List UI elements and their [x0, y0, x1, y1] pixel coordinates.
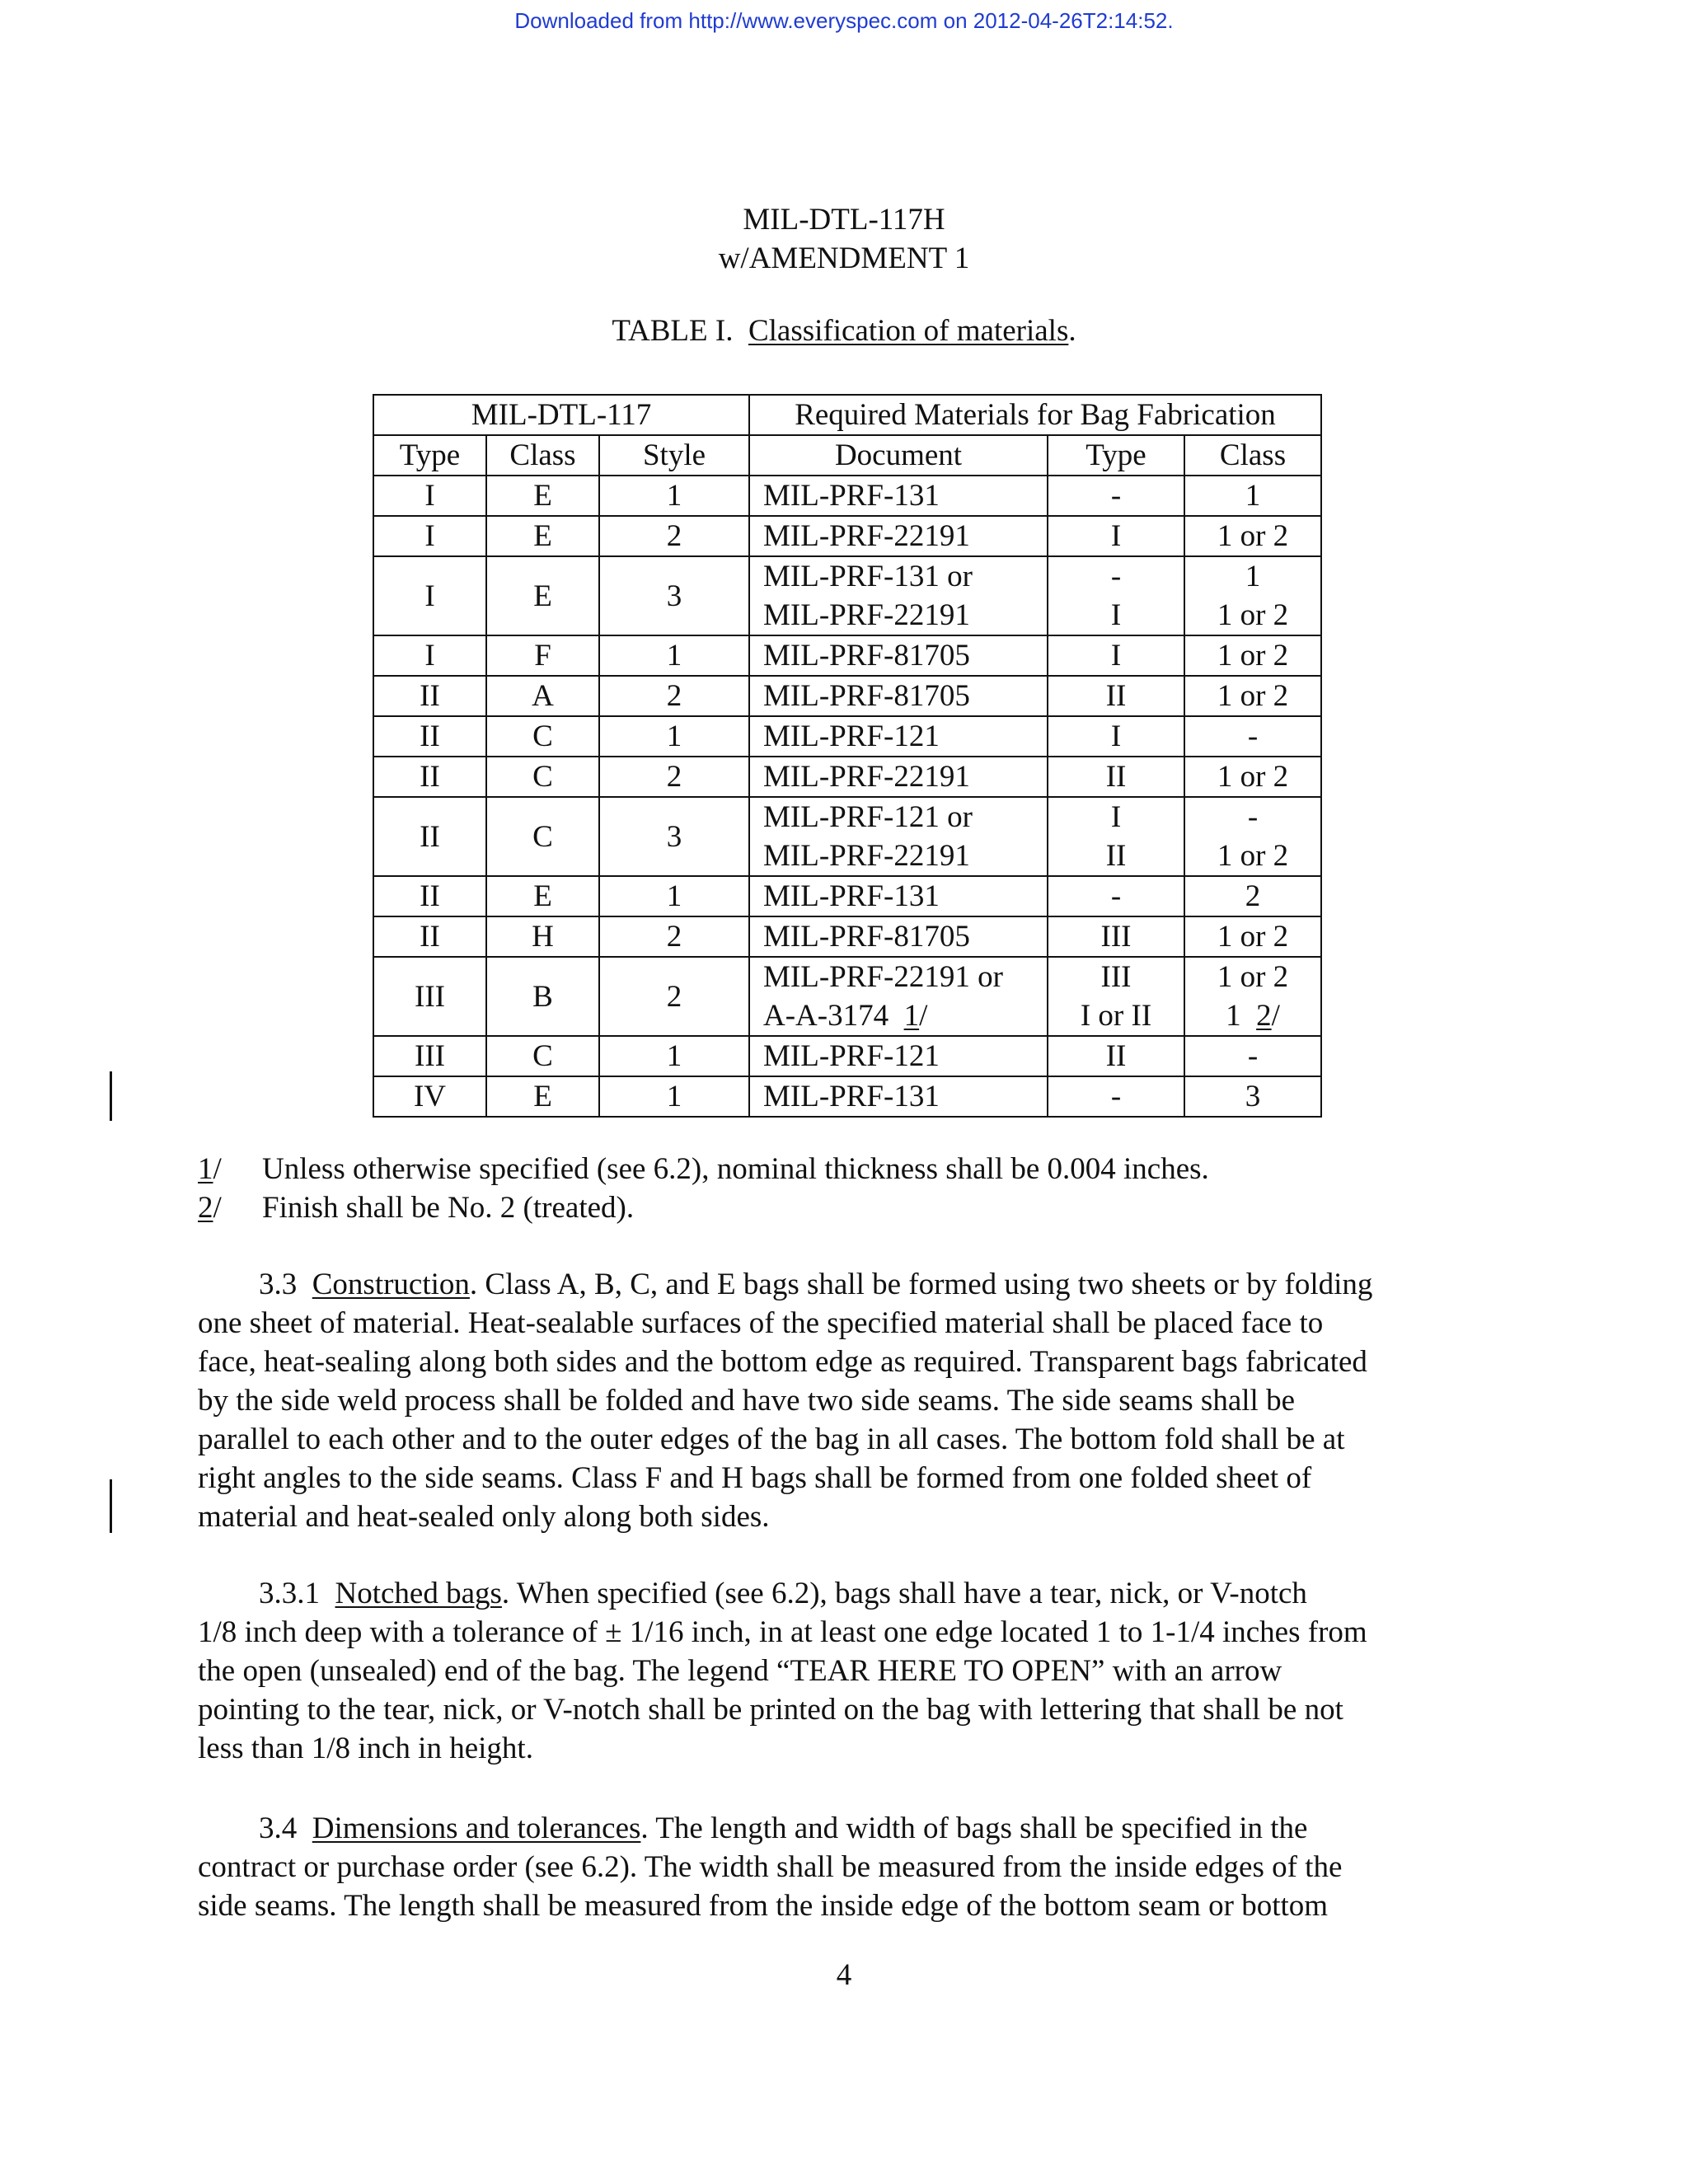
cell-line: MIL-PRF-81705	[763, 639, 970, 673]
cell-line: II	[1105, 839, 1127, 873]
cell-line: MIL-PRF-22191	[763, 760, 970, 794]
cell-line: MIL-PRF-131	[763, 479, 940, 513]
cell-document	[749, 716, 1048, 757]
cell-type: III	[373, 1036, 486, 1076]
table-row	[373, 757, 1321, 797]
cell-style: 1	[599, 1076, 749, 1117]
cell-line: MIL-PRF-131	[763, 879, 940, 913]
footnote-reference: 1/	[903, 999, 928, 1033]
section-heading: Notched bags	[335, 1577, 502, 1610]
table-row	[373, 957, 1321, 1036]
table-group-header-row	[373, 395, 1321, 435]
cell-class: E	[486, 1076, 599, 1117]
group-header-required-materials: Required Materials for Bag Fabrication	[749, 395, 1321, 435]
cell-document	[749, 1076, 1048, 1117]
table-row	[373, 476, 1321, 516]
cell-material-type	[1048, 676, 1184, 716]
cell-material-type	[1048, 916, 1184, 957]
cell-class: E	[486, 556, 599, 635]
cell-line: -	[1110, 1080, 1122, 1113]
cell-material-class	[1184, 635, 1321, 676]
cell-line: MIL-PRF-22191 or	[763, 960, 1003, 994]
paragraph-line: parallel to each other and to the outer edges of the bag in all cases. The bottom fold shall be at	[198, 1422, 1345, 1456]
cell-document	[749, 476, 1048, 516]
cell-line: 1 or 2	[1217, 519, 1289, 553]
cell-style: 3	[599, 556, 749, 635]
cell-document	[749, 876, 1048, 916]
section-number: 3.4	[259, 1811, 298, 1845]
table-row	[373, 716, 1321, 757]
cell-line: I	[1110, 639, 1122, 673]
cell-line: I	[1110, 800, 1122, 834]
cell-type: I	[373, 635, 486, 676]
cell-class: E	[486, 516, 599, 556]
cell-class: B	[486, 957, 599, 1036]
cell-type: II	[373, 916, 486, 957]
cell-class: E	[486, 876, 599, 916]
cell-line: I	[1110, 519, 1122, 553]
cell-line: -	[1247, 719, 1259, 753]
cell-style: 2	[599, 916, 749, 957]
paragraph-line: one sheet of material. Heat-sealable surfaces of the specified material shall be placed face to	[198, 1306, 1324, 1340]
cell-line: A-A-3174 1/	[763, 999, 928, 1033]
cell-type: II	[373, 716, 486, 757]
cell-document	[749, 916, 1048, 957]
cell-line: -	[1110, 560, 1122, 593]
table-footnotes	[198, 1150, 1209, 1227]
cell-class: C	[486, 1036, 599, 1076]
table-title-period: .	[1068, 314, 1076, 348]
cell-line: -	[1247, 1039, 1259, 1073]
section-number: 3.3	[259, 1268, 298, 1301]
cell-type: II	[373, 876, 486, 916]
cell-document	[749, 957, 1048, 1036]
cell-material-type	[1048, 516, 1184, 556]
cell-line: MIL-PRF-131	[763, 1080, 940, 1113]
cell-line: 1 or 2	[1217, 960, 1289, 994]
column-header-style: Style	[599, 435, 749, 476]
section-heading: Dimensions and tolerances	[312, 1811, 641, 1845]
cell-style: 1	[599, 716, 749, 757]
section-3-3-1-notched-bags	[198, 1574, 1500, 1768]
paragraph-line: the open (unsealed) end of the bag. The legend “TEAR HERE TO OPEN” with an arrow	[198, 1654, 1282, 1688]
cell-material-class	[1184, 957, 1321, 1036]
cell-document	[749, 1036, 1048, 1076]
cell-material-class	[1184, 716, 1321, 757]
cell-material-class	[1184, 916, 1321, 957]
section-number: 3.3.1	[259, 1577, 320, 1610]
cell-material-class	[1184, 757, 1321, 797]
cell-material-type	[1048, 476, 1184, 516]
cell-class: E	[486, 476, 599, 516]
cell-style: 1	[599, 876, 749, 916]
cell-line: II	[1105, 760, 1127, 794]
paragraph-line: by the side weld process shall be folded and have two side seams. The side seams shall be	[198, 1384, 1295, 1418]
cell-material-type	[1048, 556, 1184, 635]
download-source-banner: Downloaded from http://www.everyspec.com on 2012-04-26T2:14:52.	[514, 8, 1174, 33]
amendment-label: w/AMENDMENT 1	[718, 241, 970, 275]
cell-document	[749, 635, 1048, 676]
paragraph-line: material and heat-sealed only along both sides.	[198, 1500, 770, 1534]
cell-style: 3	[599, 797, 749, 876]
cell-document	[749, 797, 1048, 876]
cell-type: III	[373, 957, 486, 1036]
cell-style: 1	[599, 476, 749, 516]
cell-style: 2	[599, 516, 749, 556]
column-header-material-class: Class	[1184, 435, 1321, 476]
cell-line: 1	[1245, 479, 1261, 513]
column-header-class: Class	[486, 435, 599, 476]
cell-material-class	[1184, 556, 1321, 635]
paragraph-line: contract or purchase order (see 6.2). The width shall be measured from the inside edges of the	[198, 1850, 1343, 1884]
table-row	[373, 1036, 1321, 1076]
cell-line: 1	[1245, 560, 1261, 593]
cell-line: II	[1105, 679, 1127, 713]
cell-material-type	[1048, 876, 1184, 916]
cell-material-type	[1048, 797, 1184, 876]
cell-style: 1	[599, 1036, 749, 1076]
cell-style: 2	[599, 957, 749, 1036]
cell-material-class	[1184, 476, 1321, 516]
cell-class: F	[486, 635, 599, 676]
cell-type: I	[373, 516, 486, 556]
group-header-spec: MIL-DTL-117	[373, 395, 749, 435]
cell-line: -	[1110, 479, 1122, 513]
cell-type: II	[373, 797, 486, 876]
cell-line: MIL-PRF-121	[763, 1039, 940, 1073]
cell-line: 2	[1245, 879, 1261, 913]
cell-line: -	[1247, 800, 1259, 834]
cell-class: C	[486, 716, 599, 757]
table-row	[373, 516, 1321, 556]
cell-document	[749, 556, 1048, 635]
cell-line: 1 or 2	[1217, 760, 1289, 794]
table-title-text: Classification of materials	[748, 314, 1069, 348]
cell-line: I or II	[1080, 999, 1152, 1033]
cell-line: 3	[1245, 1080, 1261, 1113]
section-heading: Construction	[312, 1268, 470, 1301]
cell-line: MIL-PRF-22191	[763, 598, 970, 632]
column-header-document: Document	[749, 435, 1048, 476]
paragraph-line: 3.4 Dimensions and tolerances. The length and width of bags shall be specified in the	[259, 1811, 1308, 1845]
cell-material-type	[1048, 757, 1184, 797]
footnote-mark: 1/	[198, 1152, 222, 1186]
section-3-3-construction	[198, 1265, 1500, 1536]
cell-line: 1 or 2	[1217, 598, 1289, 632]
cell-line: I	[1110, 598, 1122, 632]
paragraph-line: pointing to the tear, nick, or V-notch shall be printed on the bag with lettering that shall be not	[198, 1693, 1343, 1727]
cell-line: III	[1100, 920, 1132, 954]
cell-material-type	[1048, 957, 1184, 1036]
table-row	[373, 676, 1321, 716]
cell-document	[749, 516, 1048, 556]
table-row	[373, 797, 1321, 876]
cell-class: C	[486, 797, 599, 876]
cell-style: 2	[599, 676, 749, 716]
cell-line: I	[1110, 719, 1122, 753]
table-row	[373, 556, 1321, 635]
paragraph-line: less than 1/8 inch in height.	[198, 1732, 533, 1765]
table-column-header-row	[373, 435, 1321, 476]
table-label: TABLE I.	[612, 314, 734, 348]
footnote-reference: 2/	[1256, 999, 1280, 1033]
cell-material-type	[1048, 1076, 1184, 1117]
footnote-text: Finish shall be No. 2 (treated).	[262, 1191, 635, 1225]
table-row	[373, 1076, 1321, 1117]
footnote-text: Unless otherwise specified (see 6.2), nominal thickness shall be 0.004 inches.	[262, 1152, 1209, 1186]
footnote-2	[198, 1188, 1209, 1227]
paragraph-line: 3.3.1 Notched bags. When specified (see 6.2), bags shall have a tear, nick, or V-notch	[259, 1577, 1307, 1610]
section-3-4-dimensions	[198, 1809, 1500, 1925]
cell-line: MIL-PRF-121 or	[763, 800, 973, 834]
table-row	[373, 876, 1321, 916]
paragraph-line: 3.3 Construction. Class A, B, C, and E bags shall be formed using two sheets or by folding	[259, 1268, 1373, 1301]
column-header-material-type: Type	[1048, 435, 1184, 476]
document-id: MIL-DTL-117H	[743, 203, 945, 237]
cell-type: I	[373, 476, 486, 516]
revision-change-bar	[110, 1479, 112, 1533]
column-header-type: Type	[373, 435, 486, 476]
cell-line: II	[1105, 1039, 1127, 1073]
cell-material-type	[1048, 1036, 1184, 1076]
cell-material-type	[1048, 716, 1184, 757]
cell-material-class	[1184, 797, 1321, 876]
cell-line: MIL-PRF-121	[763, 719, 940, 753]
cell-line: -	[1110, 879, 1122, 913]
cell-class: A	[486, 676, 599, 716]
cell-line: MIL-PRF-131 or	[763, 560, 973, 593]
cell-style: 2	[599, 757, 749, 797]
cell-type: IV	[373, 1076, 486, 1117]
footnote-1	[198, 1150, 1209, 1188]
paragraph-line: right angles to the side seams. Class F and H bags shall be formed from one folded sheet of	[198, 1461, 1312, 1495]
paragraph-line: 1/8 inch deep with a tolerance of ± 1/16 inch, in at least one edge located 1 to 1-1/4 inches from	[198, 1615, 1367, 1649]
cell-material-class	[1184, 876, 1321, 916]
cell-line: MIL-PRF-22191	[763, 839, 970, 873]
table-title	[0, 313, 1688, 349]
revision-change-bar	[110, 1071, 112, 1121]
cell-material-class	[1184, 676, 1321, 716]
cell-line: MIL-PRF-22191	[763, 519, 970, 553]
cell-material-class	[1184, 516, 1321, 556]
cell-style: 1	[599, 635, 749, 676]
cell-line: 1 or 2	[1217, 679, 1289, 713]
cell-document	[749, 676, 1048, 716]
cell-line: III	[1100, 960, 1132, 994]
cell-line: 1 or 2	[1217, 839, 1289, 873]
cell-material-type	[1048, 635, 1184, 676]
cell-class: H	[486, 916, 599, 957]
table-row	[373, 635, 1321, 676]
paragraph-line: side seams. The length shall be measured from the inside edge of the bottom seam or bottom	[198, 1889, 1329, 1923]
cell-type: I	[373, 556, 486, 635]
classification-table	[373, 394, 1322, 1118]
table-row	[373, 916, 1321, 957]
cell-document	[749, 757, 1048, 797]
cell-line: MIL-PRF-81705	[763, 920, 970, 954]
cell-line: 1 or 2	[1217, 639, 1289, 673]
footnote-mark: 2/	[198, 1191, 222, 1225]
cell-line: 1 or 2	[1217, 920, 1289, 954]
cell-material-class	[1184, 1076, 1321, 1117]
paragraph-line: face, heat-sealing along both sides and the bottom edge as required. Transparent bags fabricated	[198, 1345, 1367, 1379]
cell-class: C	[486, 757, 599, 797]
cell-type: II	[373, 676, 486, 716]
cell-material-class	[1184, 1036, 1321, 1076]
cell-line: 1 2/	[1226, 999, 1280, 1033]
cell-line: MIL-PRF-81705	[763, 679, 970, 713]
page-number: 4	[836, 1958, 852, 1992]
cell-type: II	[373, 757, 486, 797]
